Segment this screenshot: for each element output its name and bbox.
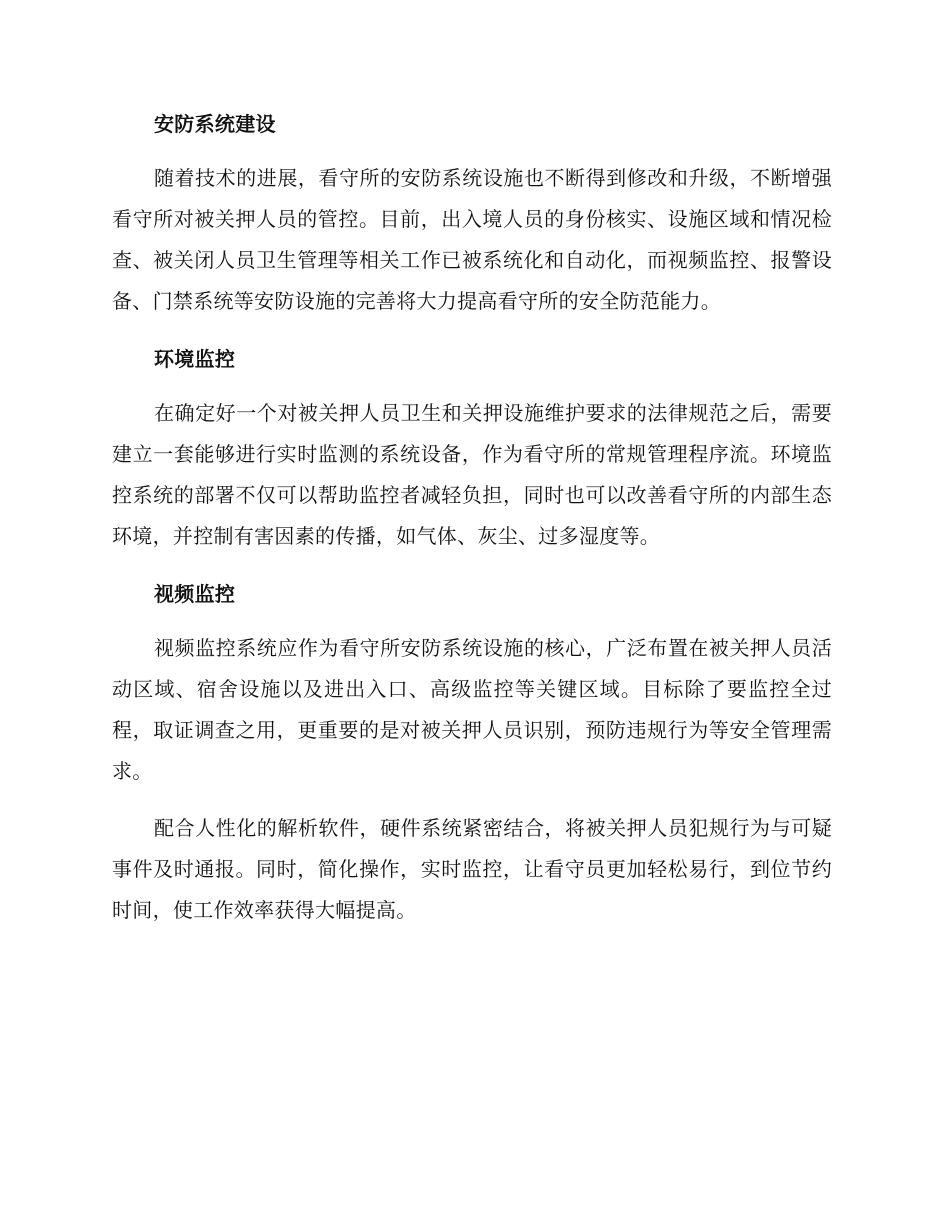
section-paragraph: 视频监控系统应作为看守所安防系统设施的核心，广泛布置在被关押人员活动区域、宿舍设施以及进出入口、高级监控等关键区域。目标除了要监控全过程，取证调查之用，更重要的是对被关押人员识别，预防违规行为等安全管理需求。 xyxy=(112,636,832,783)
section-paragraph: 随着技术的进展，看守所的安防系统设施也不断得到修改和升级，不断增强看守所对被关押人员的管控。目前，出入境人员的身份核实、设施区域和情况检查、被关闭人员卫生管理等相关工作已被系统化和自动化，而视频监控、报警设备、门禁系统等安防设施的完善将大力提高看守所的安全防范能力。 xyxy=(112,166,832,313)
section-paragraph: 在确定好一个对被关押人员卫生和关押设施维护要求的法律规范之后，需要建立一套能够进行实时监测的系统设备，作为看守所的常规管理程序流。环境监控系统的部署不仅可以帮助监控者减轻负担，同时也可以改善看守所的内部生态环境，并控制有害因素的传播，如气体、灰尘、过多湿度等。 xyxy=(112,401,832,548)
section-heading-environment-monitoring: 环境监控 xyxy=(154,347,236,371)
section-heading-video-monitoring: 视频监控 xyxy=(154,582,236,606)
section-heading-security-system: 安防系统建设 xyxy=(154,112,276,136)
section-paragraph: 配合人性化的解析软件，硬件系统紧密结合，将被关押人员犯规行为与可疑事件及时通报。同时，简化操作，实时监控，让看守员更加轻松易行，到位节约时间，使工作效率获得大幅提高。 xyxy=(112,816,832,922)
